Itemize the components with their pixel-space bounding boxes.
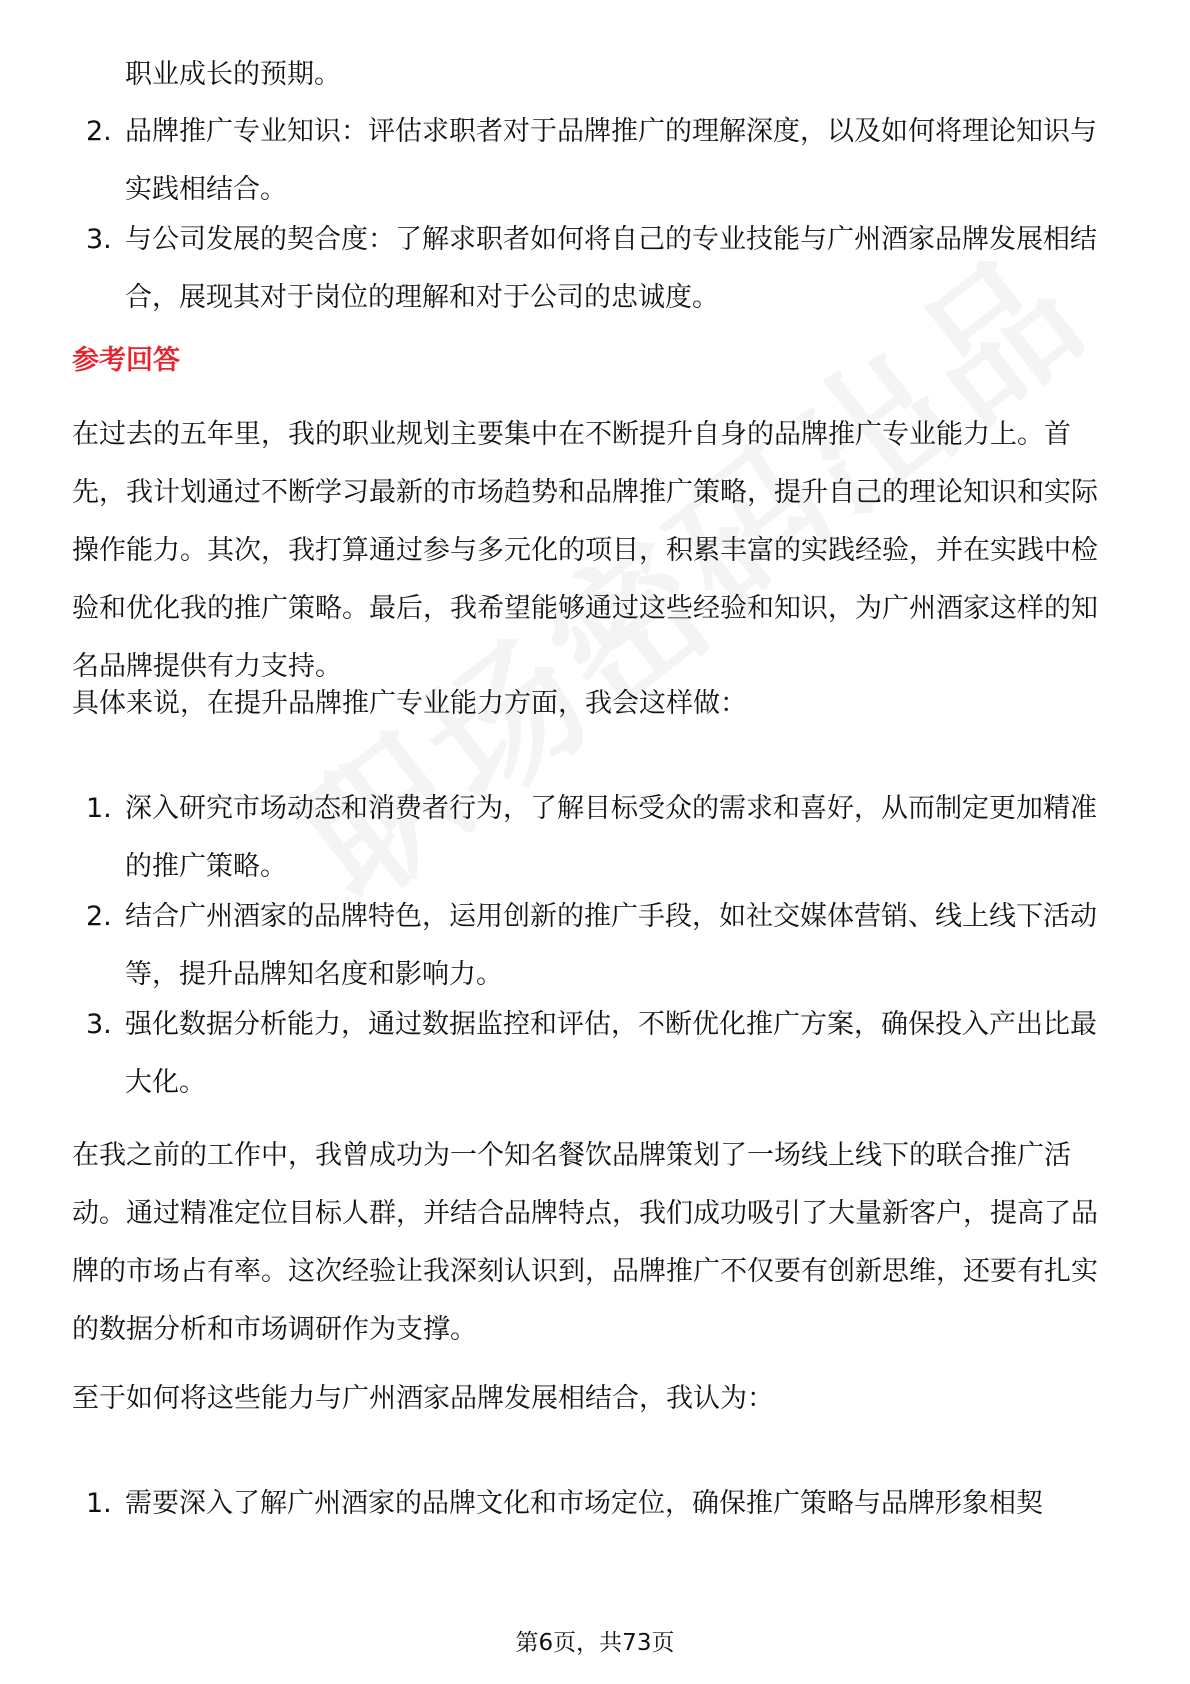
list-item-continuation: 职业成长的预期。 xyxy=(125,59,341,90)
list-item xyxy=(72,1475,1122,1533)
list-item-number: 1. xyxy=(86,793,112,824)
list-item xyxy=(72,211,1122,327)
list-item-number: 3. xyxy=(86,1009,112,1040)
list-item-number: 2. xyxy=(86,116,112,147)
page-number: 第6页，共73页 xyxy=(515,1630,675,1656)
paragraph: 至于如何将这些能力与广州酒家品牌发展相结合，我认为： xyxy=(72,1383,774,1414)
paragraph: 具体来说，在提升品牌推广专业能力方面，我会这样做： xyxy=(72,688,747,719)
list-item-number: 3. xyxy=(86,224,112,255)
list-item xyxy=(72,996,1122,1112)
list-item-text: 品牌推广专业知识：评估求职者对于品牌推广的理解深度，以及如何将理论知识与实践相结合。 xyxy=(125,116,1097,205)
list-item-text: 强化数据分析能力，通过数据监控和评估，不断优化推广方案，确保投入产出比最大化。 xyxy=(125,1009,1097,1098)
list-item xyxy=(72,103,1122,219)
list-item-text: 深入研究市场动态和消费者行为，了解目标受众的需求和喜好，从而制定更加精准的推广策略。 xyxy=(125,793,1097,882)
section-heading: 参考回答 xyxy=(72,345,180,376)
paragraph: 在我之前的工作中，我曾成功为一个知名餐饮品牌策划了一场线上线下的联合推广活动。通过精准定位目标人群，并结合品牌特点，我们成功吸引了大量新客户，提高了品牌的市场占有率。这次经验让我深刻认识到，品牌推广不仅要有创新思维，还要有扎实的数据分析和市场调研作为支撑。 xyxy=(72,1140,1098,1345)
list-item-text: 与公司发展的契合度：了解求职者如何将自己的专业技能与广州酒家品牌发展相结合，展现其对于岗位的理解和对于公司的忠诚度。 xyxy=(125,224,1097,313)
list-item-text: 结合广州酒家的品牌特色，运用创新的推广手段，如社交媒体营销、线上线下活动等，提升品牌知名度和影响力。 xyxy=(125,901,1097,990)
list-item-text: 需要深入了解广州酒家的品牌文化和市场定位，确保推广策略与品牌形象相契 xyxy=(125,1488,1043,1519)
list-item xyxy=(72,888,1122,1004)
list-item-number: 1. xyxy=(86,1488,112,1519)
list-item-number: 2. xyxy=(86,901,112,932)
paragraph: 在过去的五年里，我的职业规划主要集中在不断提升自身的品牌推广专业能力上。首先，我计划通过不断学习最新的市场趋势和品牌推广策略，提升自己的理论知识和实际操作能力。其次，我打算通过参与多元化的项目，积累丰富的实践经验，并在实践中检验和优化我的推广策略。最后，我希望能够通过这些经验和知识，为广州酒家这样的知名品牌提供有力支持。 xyxy=(72,419,1098,682)
list-item xyxy=(72,780,1122,896)
